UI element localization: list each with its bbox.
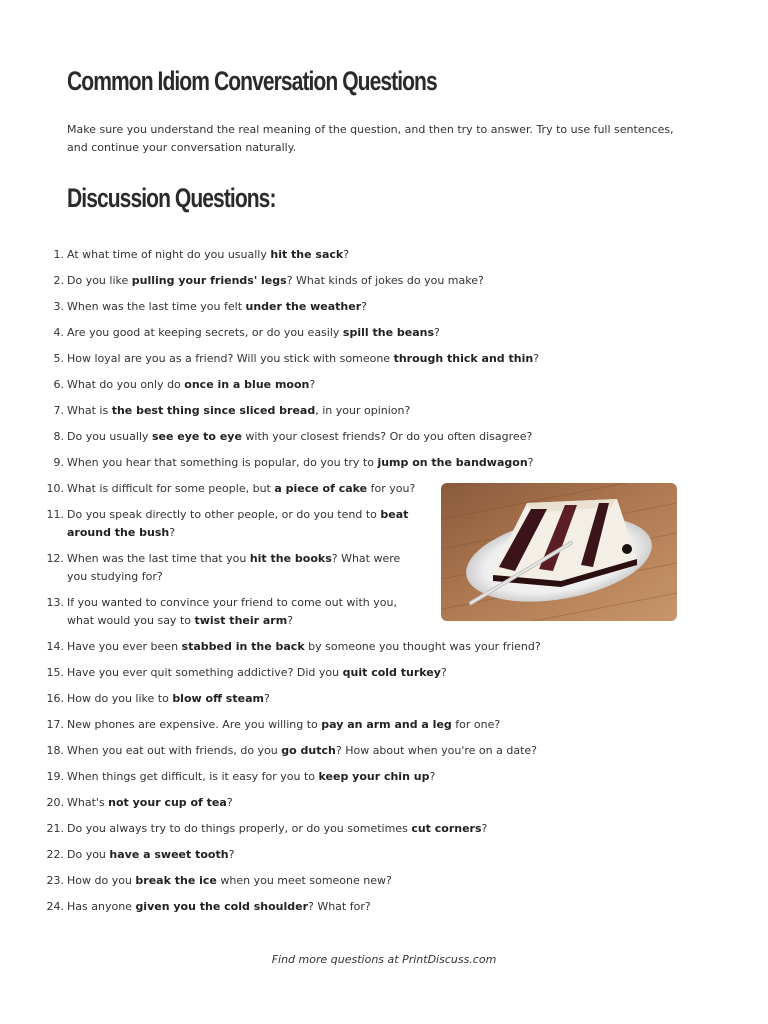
section-heading: Discussion Questions: <box>67 183 276 213</box>
question-text: Do you have a sweet tooth? <box>67 848 235 861</box>
idiom-phrase: see eye to eye <box>151 430 242 443</box>
question-number: 20. <box>46 796 64 809</box>
idiom-phrase: under the weather <box>245 300 362 313</box>
idiom-phrase: go dutch <box>281 744 336 757</box>
question-text: Have you ever been stabbed in the back by someone you thought was your friend? <box>67 640 541 653</box>
question-text: When was the last time that you hit the books? What were you studying for? <box>67 552 401 583</box>
question-number: 7. <box>53 404 64 417</box>
question-text: New phones are expensive. Are you willing to pay an arm and a leg for one? <box>67 718 501 731</box>
intro-paragraph: Make sure you understand the real meaning of the question, and then try to answer. Try to use full sentences, and continue your conversation naturally. <box>67 123 674 154</box>
idiom-phrase: quit cold turkey <box>342 666 441 679</box>
question-text: If you wanted to convince your friend to come out with you, what would you say to twist their arm? <box>67 596 397 627</box>
question-text: Do you speak directly to other people, or do you tend to beat around the bush? <box>67 508 409 539</box>
question-text: What is the best thing since sliced bread, in your opinion? <box>67 404 411 417</box>
idiom-phrase: twist their arm <box>194 614 288 627</box>
question-number: 13. <box>46 596 64 609</box>
footer-note: Find more questions at PrintDiscuss.com <box>271 953 497 966</box>
question-number: 10. <box>46 482 64 495</box>
question-text: Do you usually see eye to eye with your closest friends? Or do you often disagree? <box>67 430 533 443</box>
question-text: When things get difficult, is it easy for you to keep your chin up? <box>67 770 436 783</box>
idiom-phrase: hit the sack <box>270 248 344 261</box>
question-number: 3. <box>53 300 64 313</box>
question-number: 17. <box>46 718 64 731</box>
question-text: When you hear that something is popular, do you try to jump on the bandwagon? <box>67 456 534 469</box>
idiom-phrase: through thick and thin <box>393 352 534 365</box>
idiom-phrase: jump on the bandwagon <box>377 456 528 469</box>
idiom-phrase: keep your chin up <box>318 770 430 783</box>
question-number: 9. <box>53 456 64 469</box>
page-title: Common Idiom Conversation Questions <box>67 66 437 96</box>
cake-image <box>441 483 677 621</box>
idiom-phrase: a piece of cake <box>274 482 368 495</box>
question-text: Are you good at keeping secrets, or do you easily spill the beans? <box>67 326 440 339</box>
question-number: 1. <box>53 248 64 261</box>
idiom-phrase: pay an arm and a leg <box>321 718 452 731</box>
question-text: When you eat out with friends, do you go dutch? How about when you're on a date? <box>67 744 537 757</box>
question-text: How loyal are you as a friend? Will you stick with someone through thick and thin? <box>67 352 540 365</box>
question-text: How do you break the ice when you meet someone new? <box>67 874 392 887</box>
idiom-phrase: the best thing since sliced bread <box>111 404 316 417</box>
question-number: 11. <box>46 508 64 521</box>
question-text: Do you always try to do things properly, or do you sometimes cut corners? <box>67 822 488 835</box>
question-number: 15. <box>46 666 64 679</box>
question-number: 22. <box>46 848 64 861</box>
question-number: 6. <box>53 378 64 391</box>
idiom-phrase: given you the cold shoulder <box>135 900 308 913</box>
question-text: What's not your cup of tea? <box>67 796 233 809</box>
question-number: 19. <box>46 770 64 783</box>
question-text: At what time of night do you usually hit the sack? <box>67 248 350 261</box>
question-number: 4. <box>53 326 64 339</box>
question-number: 21. <box>46 822 64 835</box>
question-number: 23. <box>46 874 64 887</box>
question-number: 14. <box>46 640 64 653</box>
question-number: 18. <box>46 744 64 757</box>
question-text: What do you only do once in a blue moon? <box>67 378 316 391</box>
idiom-phrase: blow off steam <box>172 692 264 705</box>
idiom-phrase: break the ice <box>135 874 217 887</box>
question-number: 8. <box>53 430 64 443</box>
idiom-phrase: stabbed in the back <box>181 640 305 653</box>
idiom-phrase: beat around the bush <box>67 508 409 539</box>
question-number: 12. <box>46 552 64 565</box>
question-number: 2. <box>53 274 64 287</box>
idiom-phrase: not your cup of tea <box>108 796 227 809</box>
idiom-phrase: cut corners <box>411 822 482 835</box>
question-number: 5. <box>53 352 64 365</box>
question-text: Have you ever quit something addictive? Did you quit cold turkey? <box>67 666 447 679</box>
idiom-phrase: once in a blue moon <box>184 378 310 391</box>
idiom-phrase: have a sweet tooth <box>109 848 229 861</box>
question-number: 16. <box>46 692 64 705</box>
question-text: What is difficult for some people, but a piece of cake for you? <box>67 482 416 495</box>
idiom-phrase: hit the books <box>249 552 332 565</box>
question-text: Do you like pulling your friends' legs? What kinds of jokes do you make? <box>67 274 484 287</box>
idiom-phrase: spill the beans <box>342 326 434 339</box>
question-text: When was the last time you felt under the weather? <box>67 300 367 313</box>
idiom-phrase: pulling your friends' legs <box>131 274 287 287</box>
question-text: How do you like to blow off steam? <box>67 692 270 705</box>
question-number: 24. <box>46 900 64 913</box>
question-text: Has anyone given you the cold shoulder? What for? <box>67 900 371 913</box>
cake-slice-photo-icon <box>441 483 677 621</box>
